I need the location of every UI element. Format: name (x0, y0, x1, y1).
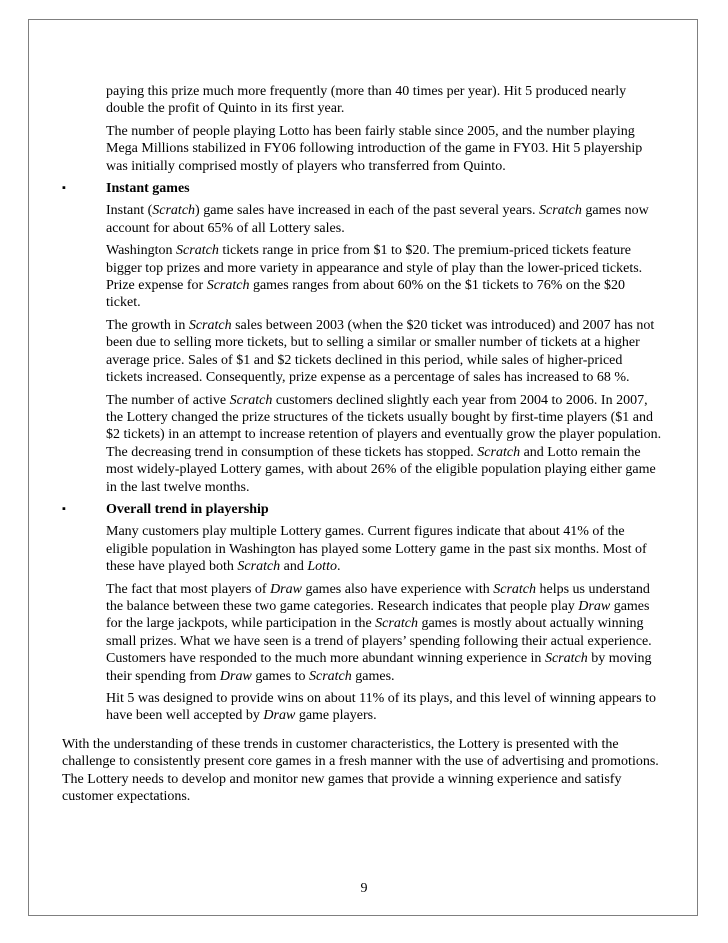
italic-text-run: Scratch (477, 444, 521, 460)
italic-text-run: Draw (578, 598, 611, 614)
paragraph (62, 392, 662, 496)
italic-text-run: Draw (263, 708, 296, 724)
italic-text-run: Draw (270, 581, 302, 597)
text-run: customers declined slightly each year from 2004 to 2006. In 2007, the Lottery changed the prize structures of the tickets usually bought by first-time players ($1 and $2 tickets) in an attempt to increase retention of players and eventually grow the player population. The decreasing trend in consumption of these tickets has stopped. (106, 392, 662, 460)
paragraph (62, 242, 662, 312)
italic-text-run: Lotto (307, 559, 337, 575)
bullet-icon: ▪ (62, 502, 66, 515)
text-run: Many customers play multiple Lottery games. Current figures indicate that about 41% of the eligible population in Washington has played some Lottery game in the past six months. Most of these have played both (106, 524, 647, 575)
italic-text-run: Scratch (493, 581, 536, 597)
text-run: Overall trend in playership (106, 501, 269, 517)
text-run: game players. (295, 708, 377, 724)
text-run: and Lotto remain the most widely-played Lottery games, with about 26% of the eligible population playing either game in the last twelve months. (106, 444, 656, 495)
text-run: The growth in (106, 317, 189, 333)
document-body (62, 83, 662, 810)
text-run: ) game sales have increased in each of the past several years. (195, 203, 540, 219)
italic-text-run: Scratch (375, 616, 418, 632)
paragraph (62, 317, 662, 387)
text-run: . (336, 559, 341, 575)
italic-text-run: Scratch (539, 203, 582, 219)
text-run: games now account for about 65% of all Lottery sales. (106, 203, 649, 236)
text-run: paying this prize much more frequently (more than 40 times per year). Hit 5 produced nearly double the profit of Quinto in its first year. (106, 84, 627, 117)
text-run: tickets range in price from $1 to $20. The premium-priced tickets feature bigger top prizes and more variety in appearance and style of play than the lower-priced tickets. Prize expense for (106, 243, 643, 294)
paragraph (62, 523, 662, 575)
text-run: by moving their spending from (106, 651, 652, 684)
text-run: and (280, 559, 308, 575)
italic-text-run: Scratch (308, 668, 352, 684)
text-run: games ranges from about 60% on the $1 tickets to 76% on the $20 ticket. (106, 278, 626, 311)
paragraph (62, 581, 662, 685)
italic-text-run: Scratch (188, 317, 232, 333)
text-run: Instant games (106, 181, 190, 197)
text-run: games also have experience with (301, 581, 494, 597)
paragraph (62, 202, 662, 237)
section-heading (62, 501, 662, 518)
text-run: games is mostly about actually winning small prizes. What we have seen is a trend of players’ spending following their actual experience. Customers have responded to the much more abundant winning experience in (106, 616, 652, 667)
paragraph (62, 123, 662, 175)
italic-text-run: Draw (219, 668, 252, 684)
text-run: games. (351, 668, 395, 684)
text-run: sales between 2003 (when the $20 ticket was introduced) and 2007 has not been due to selling more tickets, but to selling a similar or smaller number of tickets at a higher average price. Sales of $1 and $2 tickets declined in this period, while sales of higher-priced tickets increased. Consequently, prize expense as a percentage of sales has increased to 68 %. (106, 317, 655, 386)
text-run: Washington (106, 243, 177, 259)
italic-text-run: Scratch (176, 243, 219, 259)
italic-text-run: Scratch (229, 392, 273, 408)
text-run: The number of active (106, 392, 230, 408)
text-run: Hit 5 was designed to provide wins on about 11% of its plays, and this level of winning appears to have been well accepted by (106, 691, 657, 724)
paragraph (62, 690, 662, 725)
italic-text-run: Scratch (152, 203, 196, 219)
text-run: games for the large jackpots, while participation in the (106, 598, 650, 632)
paragraph (62, 83, 662, 118)
text-run: With the understanding of these trends in customer characteristics, the Lottery is presented with the challenge to consistently present core games in a fresh manner with the use of advertising and promotions. The Lottery needs to develop and monitor new games that provide a winning experience and satisfy customer expectations. (62, 736, 659, 805)
italic-text-run: Scratch (206, 278, 250, 294)
text-run: The number of people playing Lotto has been fairly stable since 2005, and the number playing Mega Millions stabilized in FY06 following introduction of the game in FY03. Hit 5 playership was initially comprised mostly of players who transferred from Quinto. (106, 123, 643, 174)
page-number: 9 (360, 881, 368, 896)
text-run: The fact that most players of (106, 581, 271, 597)
bullet-icon: ▪ (62, 182, 66, 195)
italic-text-run: Scratch (237, 559, 281, 575)
text-run: helps us understand the balance between these two game categories. Research indicates that people play (106, 581, 650, 614)
italic-text-run: Scratch (544, 651, 588, 667)
text-run: Instant ( (106, 203, 153, 219)
section-heading (62, 180, 662, 197)
closing-paragraph (62, 736, 662, 806)
text-run: games to (251, 668, 309, 684)
